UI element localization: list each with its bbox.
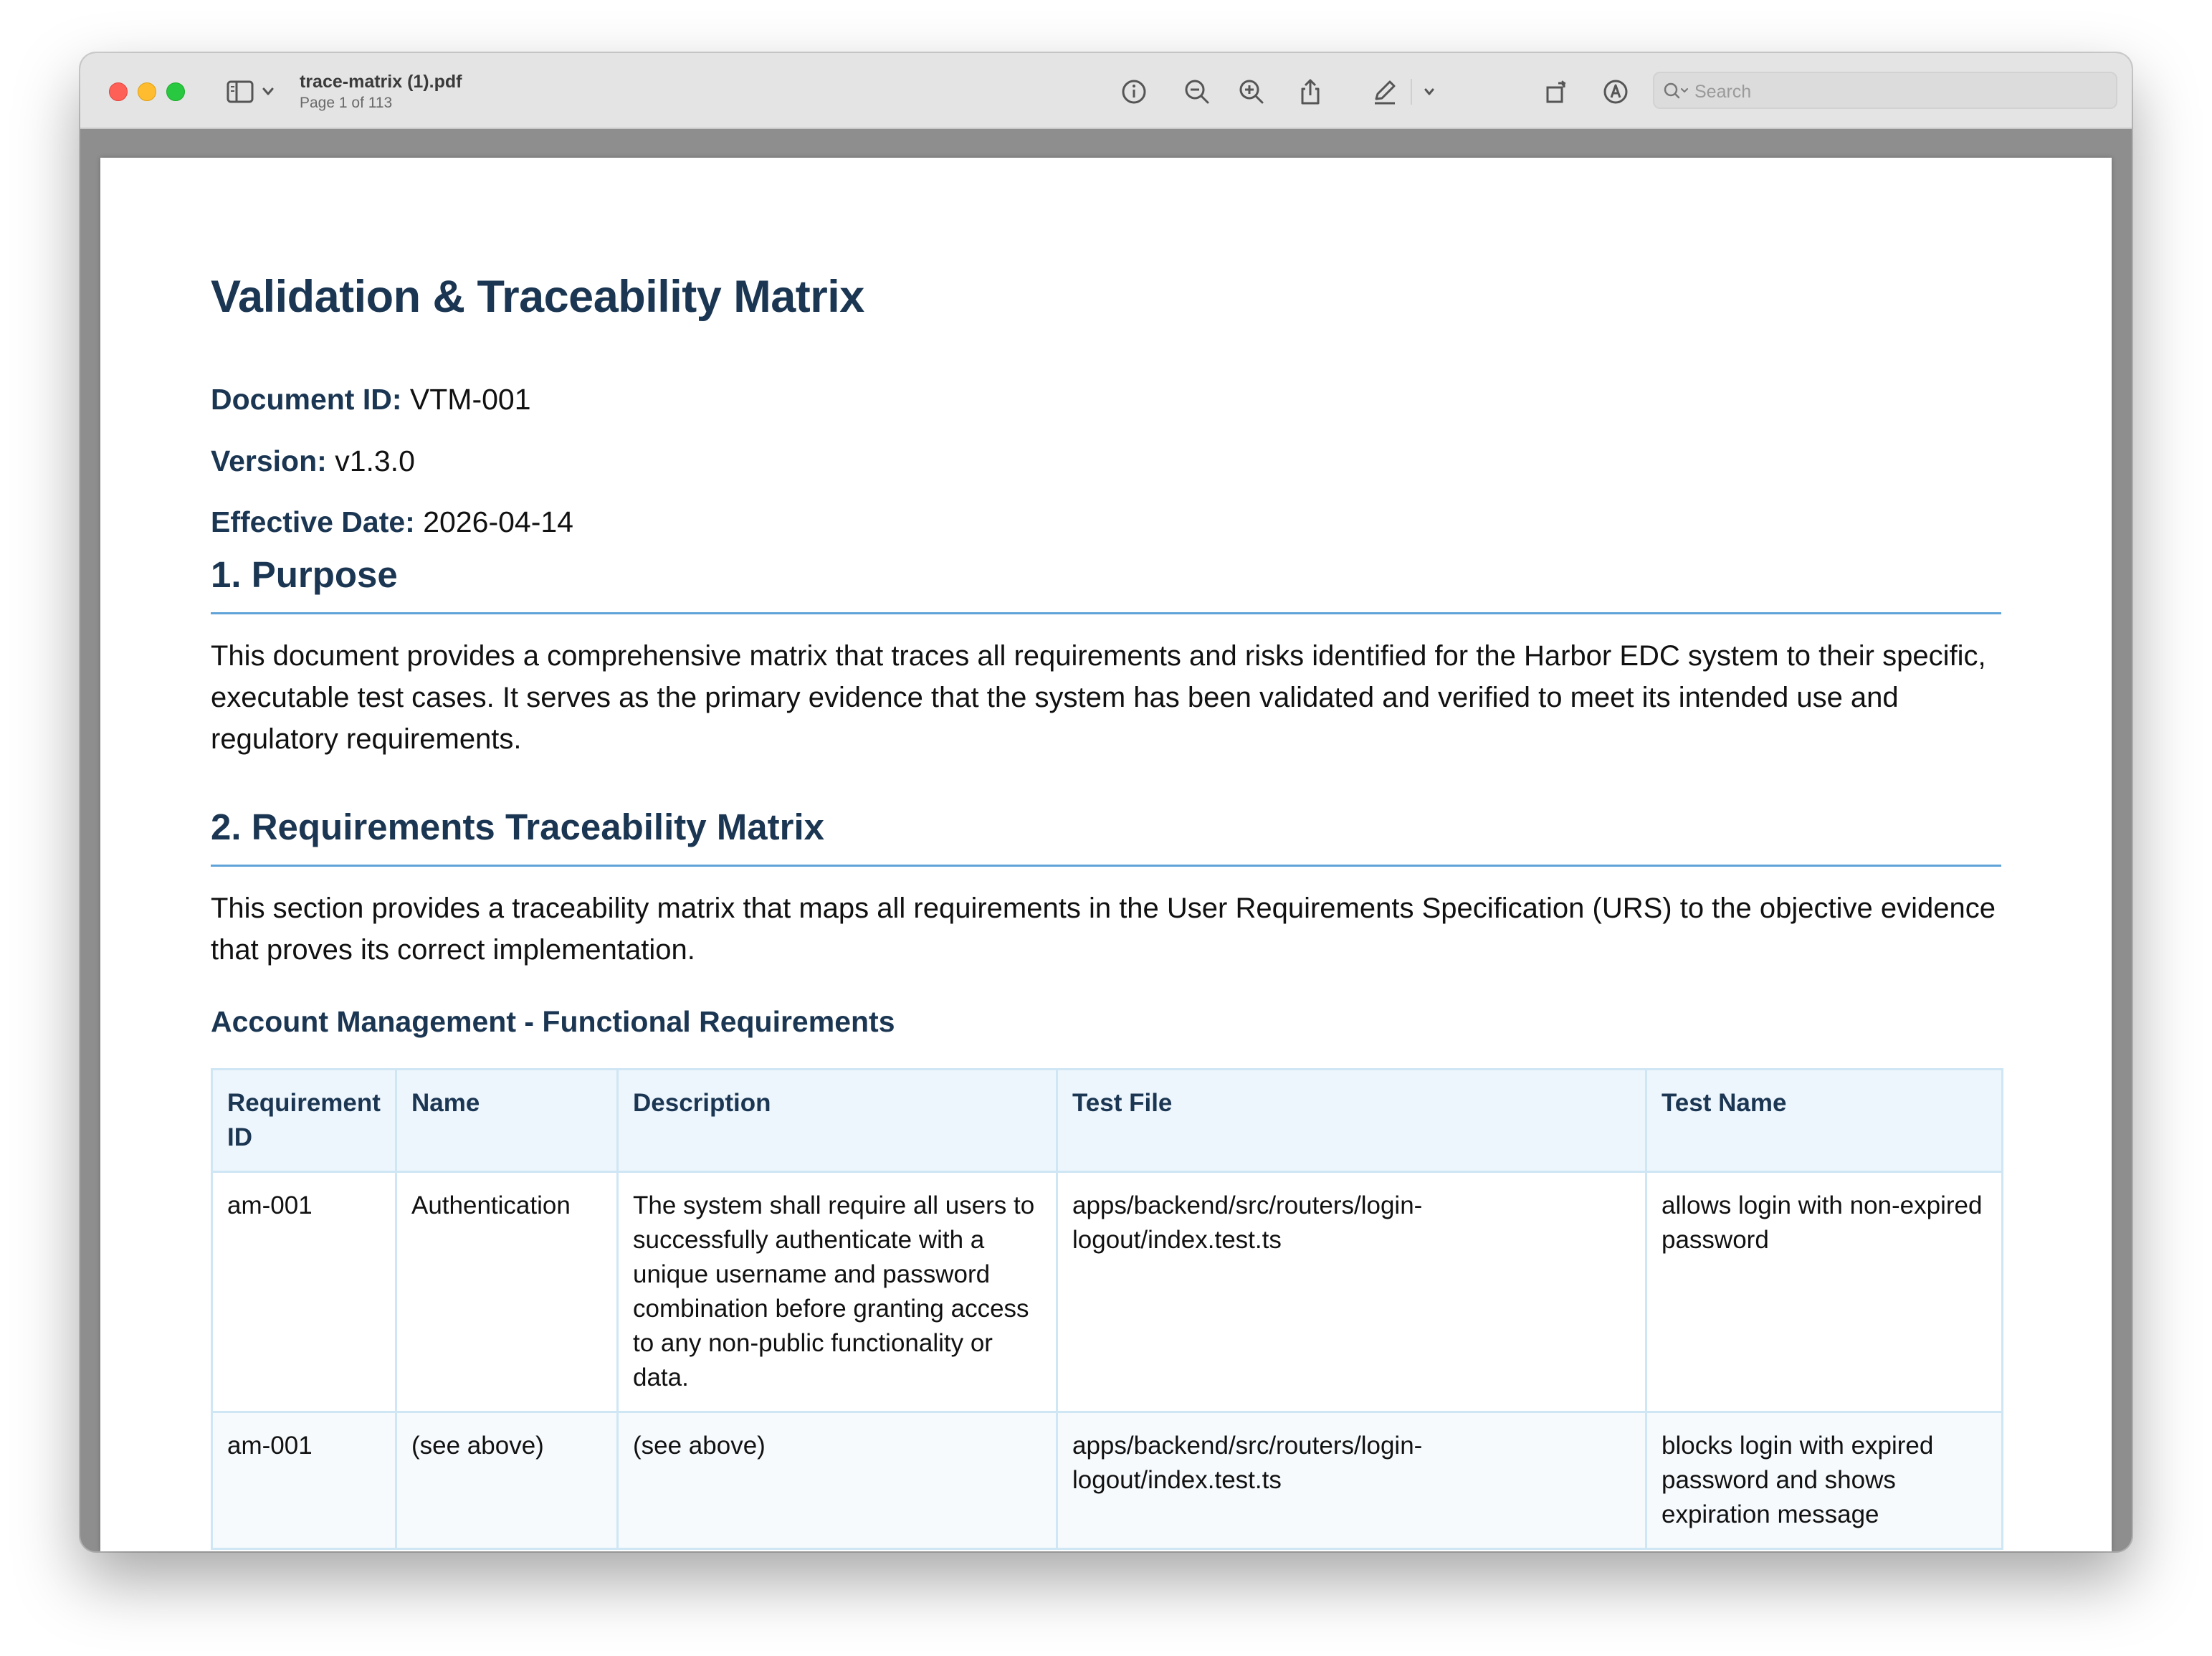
cell-test-file: apps/backend/src/routers/login-logout/index.test.ts — [1057, 1412, 1646, 1549]
meta-label: Version: — [211, 444, 327, 477]
cell-test-name: blocks login with expired password and shows expiration message — [1646, 1412, 2003, 1549]
cell-name: Authentication — [396, 1172, 618, 1412]
zoom-in-button[interactable] — [1234, 75, 1269, 109]
title-bar — [80, 53, 2132, 129]
annotate-icon — [1598, 75, 1633, 109]
header-test-file: Test File — [1057, 1070, 1646, 1172]
meta-value: VTM-001 — [409, 383, 531, 416]
close-window-button[interactable] — [109, 82, 128, 101]
minimize-window-button[interactable] — [138, 82, 156, 101]
cell-name: (see above) — [396, 1412, 618, 1549]
table-row — [212, 1412, 2003, 1549]
meta-document-id — [211, 383, 531, 417]
rotate-button[interactable] — [1540, 75, 1574, 109]
zoom-in-icon — [1234, 75, 1269, 109]
traceability-table — [211, 1068, 2003, 1550]
meta-label: Effective Date: — [211, 505, 415, 538]
share-button[interactable] — [1293, 75, 1327, 109]
document-filename: trace-matrix (1).pdf — [300, 72, 462, 92]
zoom-window-button[interactable] — [166, 82, 185, 101]
sidebar-icon — [224, 77, 281, 106]
search-icon — [1662, 79, 1690, 103]
search-placeholder: Search — [1694, 82, 1752, 102]
rtm-paragraph: This section provides a traceability matrix that maps all requirements in the User Requirements Specification (URS) to the objective evidence that proves its correct implementation. — [211, 893, 1996, 966]
cell-requirement-id: am-001 — [212, 1172, 396, 1412]
section-heading-purpose: 1. Purpose — [211, 554, 398, 595]
meta-version — [211, 444, 415, 478]
search-input[interactable] — [1653, 72, 2117, 109]
rotate-icon — [1540, 75, 1574, 109]
markup-button[interactable] — [1368, 75, 1402, 109]
chevron-down-icon — [1412, 75, 1446, 109]
section-divider — [211, 865, 2001, 867]
header-name: Name — [396, 1070, 618, 1172]
meta-value: 2026-04-14 — [423, 505, 573, 538]
meta-label: Document ID: — [211, 383, 402, 416]
section-heading-rtm: 2. Requirements Traceability Matrix — [211, 806, 824, 847]
markup-pen-icon — [1368, 75, 1402, 109]
header-requirement-id: Requirement ID — [212, 1070, 396, 1172]
cell-test-file: apps/backend/src/routers/login-logout/index.test.ts — [1057, 1172, 1646, 1412]
pdf-page — [100, 158, 2112, 1551]
meta-effective-date — [211, 505, 573, 539]
header-description: Description — [618, 1070, 1057, 1172]
table-header-row — [212, 1070, 2003, 1172]
document-title: Validation & Traceability Matrix — [211, 272, 864, 322]
cell-requirement-id: am-001 — [212, 1412, 396, 1549]
annotate-button[interactable] — [1598, 75, 1633, 109]
cell-description: The system shall require all users to successfully authenticate with a unique username and password combination before granting access to any non-public functionality or data. — [618, 1172, 1057, 1412]
markup-options-button[interactable] — [1412, 75, 1446, 109]
header-test-name: Test Name — [1646, 1070, 2003, 1172]
zoom-out-icon — [1180, 75, 1214, 109]
cell-test-name: allows login with non-expired password — [1646, 1172, 2003, 1412]
cell-description: (see above) — [618, 1412, 1057, 1549]
share-icon — [1293, 75, 1327, 109]
chevron-down-icon — [264, 89, 272, 94]
table-subheading: Account Management - Functional Requirements — [211, 1005, 895, 1038]
section-divider — [211, 612, 2001, 614]
page-indicator: Page 1 of 113 — [300, 95, 393, 111]
purpose-paragraph: This document provides a comprehensive matrix that traces all requirements and risks identified for the Harbor EDC system to their specific, executable test cases. It serves as the primary evidence that the system has been validated and verified to meet its intended use and regulatory requirements. — [211, 640, 1986, 755]
zoom-out-button[interactable] — [1180, 75, 1214, 109]
meta-value: v1.3.0 — [335, 444, 415, 477]
pdf-viewer-window — [80, 53, 2132, 1551]
info-button[interactable] — [1117, 75, 1151, 109]
sidebar-toggle-button[interactable] — [224, 77, 281, 106]
info-icon — [1117, 75, 1151, 109]
table-row — [212, 1172, 2003, 1412]
